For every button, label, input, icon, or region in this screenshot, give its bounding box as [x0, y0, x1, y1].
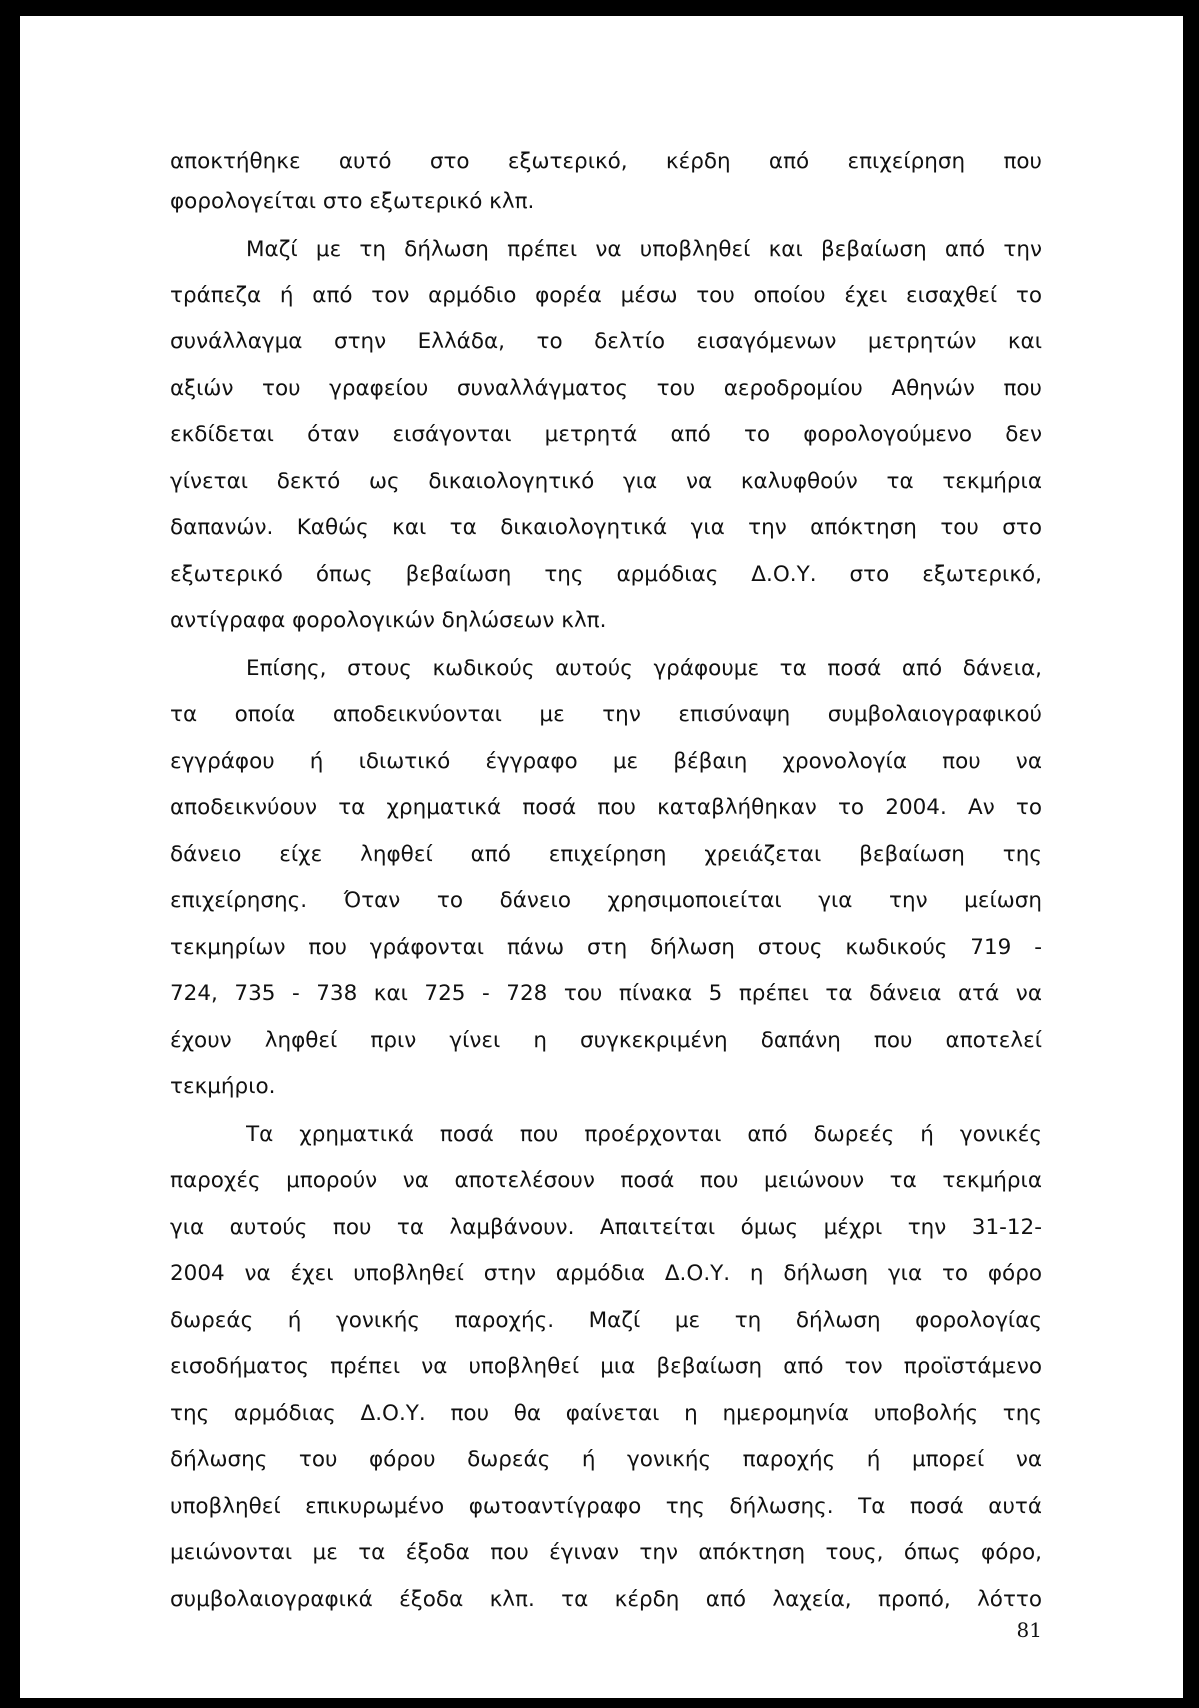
text-line: επιχείρησης. Όταν το δάνειο χρησιμοποιείται για την μείωση — [170, 888, 1042, 913]
text-line: της αρμόδιας Δ.Ο.Υ. που θα φαίνεται η ημερομηνία υποβολής της — [170, 1401, 1042, 1426]
text-line: τα οποία αποδεικνύονται με την επισύναψη συμβολαιογραφικού — [170, 702, 1042, 727]
text-line: δαπανών. Καθώς και τα δικαιολογητικά για την απόκτηση του στο — [170, 515, 1042, 540]
text-line: για αυτούς που τα λαμβάνουν. Απαιτείται όμως μέχρι την 31-12- — [170, 1215, 1042, 1240]
text-line: εκδίδεται όταν εισάγονται μετρητά από το φορολογούμενο δεν — [170, 422, 1042, 447]
text-line: 2004 να έχει υποβληθεί στην αρμόδια Δ.Ο.Υ. η δήλωση για το φόρο — [170, 1261, 1042, 1286]
text-line: τεκμηρίων που γράφονται πάνω στη δήλωση στους κωδικούς 719 - — [170, 935, 1042, 960]
text-line: αξιών του γραφείου συναλλάγματος του αεροδρομίου Αθηνών που — [170, 376, 1042, 401]
text-line: Τα χρηματικά ποσά που προέρχονται από δωρεές ή γονικές — [246, 1122, 1042, 1147]
text-line: συμβολαιογραφικά έξοδα κλπ. τα κέρδη από λαχεία, προπό, λόττο — [170, 1587, 1042, 1612]
text-line: εισοδήματος πρέπει να υποβληθεί μια βεβαίωση από τον προϊστάμενο — [170, 1354, 1042, 1379]
text-line: γίνεται δεκτό ως δικαιολογητικό για να καλυφθούν τα τεκμήρια — [170, 469, 1042, 494]
text-line: μειώνονται με τα έξοδα που έγιναν την απόκτηση τους, όπως φόρο, — [170, 1540, 1042, 1565]
text-line: συνάλλαγμα στην Ελλάδα, το δελτίο εισαγόμενων μετρητών και — [170, 329, 1042, 354]
text-line: Επίσης, στους κωδικούς αυτούς γράφουμε τα ποσά από δάνεια, — [246, 656, 1042, 681]
text-line: 724, 735 - 738 και 725 - 728 του πίνακα 5 πρέπει τα δάνεια ατά να — [170, 981, 1042, 1006]
text-line: αντίγραφα φορολογικών δηλώσεων κλπ. — [170, 608, 607, 633]
text-line: παροχές μπορούν να αποτελέσουν ποσά που μειώνουν τα τεκμήρια — [170, 1168, 1042, 1193]
text-line: αποκτήθηκε αυτό στο εξωτερικό, κέρδη από επιχείρηση που — [170, 149, 1042, 174]
document-page — [20, 16, 1183, 1698]
text-line: δήλωσης του φόρου δωρεάς ή γονικής παροχής ή μπορεί να — [170, 1447, 1042, 1472]
text-line: Μαζί με τη δήλωση πρέπει να υποβληθεί και βεβαίωση από την — [246, 237, 1042, 262]
text-line: τεκμήριο. — [170, 1074, 276, 1099]
text-line: εγγράφου ή ιδιωτικό έγγραφο με βέβαιη χρονολογία που να — [170, 749, 1042, 774]
text-line: φορολογείται στο εξωτερικό κλπ. — [170, 189, 535, 214]
text-line: δάνειο είχε ληφθεί από επιχείρηση χρειάζεται βεβαίωση της — [170, 842, 1042, 867]
text-line: δωρεάς ή γονικής παροχής. Μαζί με τη δήλωση φορολογίας — [170, 1308, 1042, 1333]
text-line: υποβληθεί επικυρωμένο φωτοαντίγραφο της δήλωσης. Τα ποσά αυτά — [170, 1494, 1042, 1519]
text-line: τράπεζα ή από τον αρμόδιο φορέα μέσω του οποίου έχει εισαχθεί το — [170, 283, 1042, 308]
text-line: έχουν ληφθεί πριν γίνει η συγκεκριμένη δαπάνη που αποτελεί — [170, 1028, 1042, 1053]
text-line: εξωτερικό όπως βεβαίωση της αρμόδιας Δ.Ο.Υ. στο εξωτερικό, — [170, 562, 1042, 587]
page-number: 81 — [1016, 1618, 1042, 1642]
text-line: αποδεικνύουν τα χρηματικά ποσά που καταβλήθηκαν το 2004. Αν το — [170, 795, 1042, 820]
